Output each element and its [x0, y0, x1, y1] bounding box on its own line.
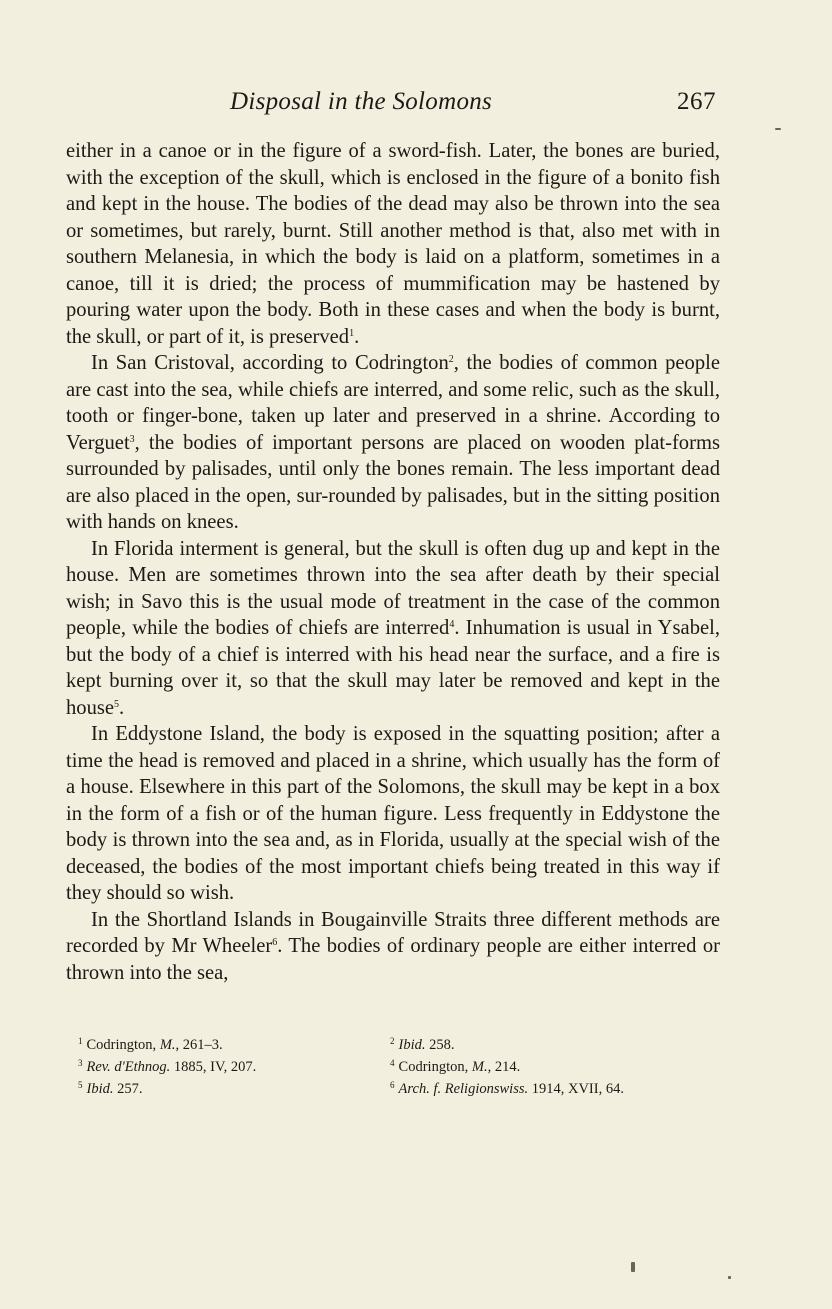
paragraph-text: In Eddystone Island, the body is exposed in the squatting position; after a time the head is removed and placed in a shrine, which usually has the form of a house. Elsewhere in this part of the Solomons, the skull may be kept in a box in the form of a fish or of the human figure. Less frequently in Eddystone the body is thrown into the sea and, as in Florida, usually at the special wish of the deceased, the bodies of the most important chiefs being treated in this way if they should so wish. [66, 723, 720, 904]
paragraph [66, 907, 720, 987]
scan-speck [775, 128, 781, 130]
footnote-source: Ibid. [86, 1081, 114, 1097]
footnote-number: 6 [390, 1080, 395, 1090]
footnote-number: 3 [78, 1058, 83, 1068]
footnotes-left-column [78, 1032, 390, 1098]
footnote-marker: 4 [449, 619, 455, 630]
footnote-text: , 261–3. [175, 1037, 223, 1053]
scan-speck [631, 1262, 635, 1272]
footnote-marker: 5 [114, 698, 120, 710]
footnote-marker: 3 [129, 433, 135, 445]
footnote-text: 1885, IV, 207. [170, 1059, 257, 1075]
paragraph-text: , the bodies of important persons are placed on wooden plat-forms surrounded by palisades, until only the bones remain. The less important dead are also placed in the open, sur-rounded by palisades, but in the sitting position with hands on knees. [66, 431, 720, 533]
footnote [390, 1032, 718, 1054]
paragraph-text: In the Shortland Islands in Bougainville Straits three different methods are recorded by Mr Wheeler [66, 908, 720, 957]
footnote [390, 1076, 718, 1098]
paragraph-text: , the bodies of common people are cast into the sea, while chiefs are interred, and some relic, such as the skull, tooth or finger-bone, taken up later and preserved in a shrine. According to Verguet [66, 352, 720, 454]
footnote-text: Codrington, [86, 1037, 160, 1053]
footnotes [78, 1032, 718, 1098]
paragraph [66, 138, 720, 350]
footnote-text: , 214. [487, 1059, 521, 1075]
footnote-source: Ibid. [398, 1037, 426, 1053]
footnote-text: Codrington, [398, 1059, 472, 1075]
paragraph-text: In Florida interment is general, but the skull is often dug up and kept in the house. Men are sometimes thrown into the sea after death by their special wish; in Savo this is the usual mode of treatment in the case of the common people, while the bodies of chiefs are interred [66, 537, 720, 639]
footnote-number: 4 [390, 1058, 395, 1068]
footnote-number: 2 [390, 1036, 395, 1046]
page-header [66, 88, 716, 124]
paragraph-text: . [119, 696, 125, 719]
footnote [78, 1032, 390, 1054]
paragraph-text: . [354, 325, 360, 348]
paragraph-text: either in a canoe or in the figure of a sword-fish. Later, the bones are buried, with the exception of the skull, which is enclosed in the figure of a bonito fish and kept in the house. The bodies of the dead may also be thrown into the sea or sometimes, but rarely, burnt. Still another method is that, also met with in southern Melanesia, in which the body is laid on a platform, sometimes in a canoe, till it is dried; the process of mummification may be hastened by pouring water upon the body. Both in these cases and when the body is burnt, the skull, or part of it, is preserved [66, 140, 720, 348]
paragraph [66, 721, 720, 907]
footnote-number: 5 [78, 1080, 83, 1090]
paragraph-text: . Inhumation is usual in Ysabel, but the body of a chief is interred with his head near the surface, and a fire is kept burning over it, so that the skull may later be removed and kept in the house [66, 617, 720, 719]
footnote-marker: 1 [349, 327, 355, 339]
footnote-marker: 2 [448, 354, 454, 365]
footnotes-right-column [390, 1032, 718, 1098]
footnote-source: M. [471, 1059, 488, 1075]
footnote-text: 257. [113, 1081, 143, 1097]
footnote-source: Rev. d'Ethnog. [86, 1059, 171, 1075]
footnote-source: M. [159, 1037, 176, 1053]
footnote-text: 1914, XVII, 64. [528, 1081, 624, 1097]
body-text [66, 138, 720, 986]
footnote-source: Arch. f. Religionswiss. [398, 1081, 529, 1097]
footnote [390, 1054, 718, 1076]
footnote-number: 1 [78, 1036, 83, 1046]
footnote [78, 1076, 390, 1098]
paragraph [66, 536, 720, 722]
running-title: Disposal in the Solomons [230, 88, 493, 115]
page-number: 267 [677, 88, 716, 115]
footnote-marker: 6 [272, 937, 278, 948]
footnote-text: 258. [425, 1037, 455, 1053]
paragraph-text: . The bodies of ordinary people are either interred or thrown into the sea, [66, 935, 720, 984]
paragraph [66, 350, 720, 536]
paragraph-text: In San Cristoval, according to Codrington [91, 352, 449, 374]
scan-speck [728, 1276, 731, 1279]
footnote [78, 1054, 390, 1076]
